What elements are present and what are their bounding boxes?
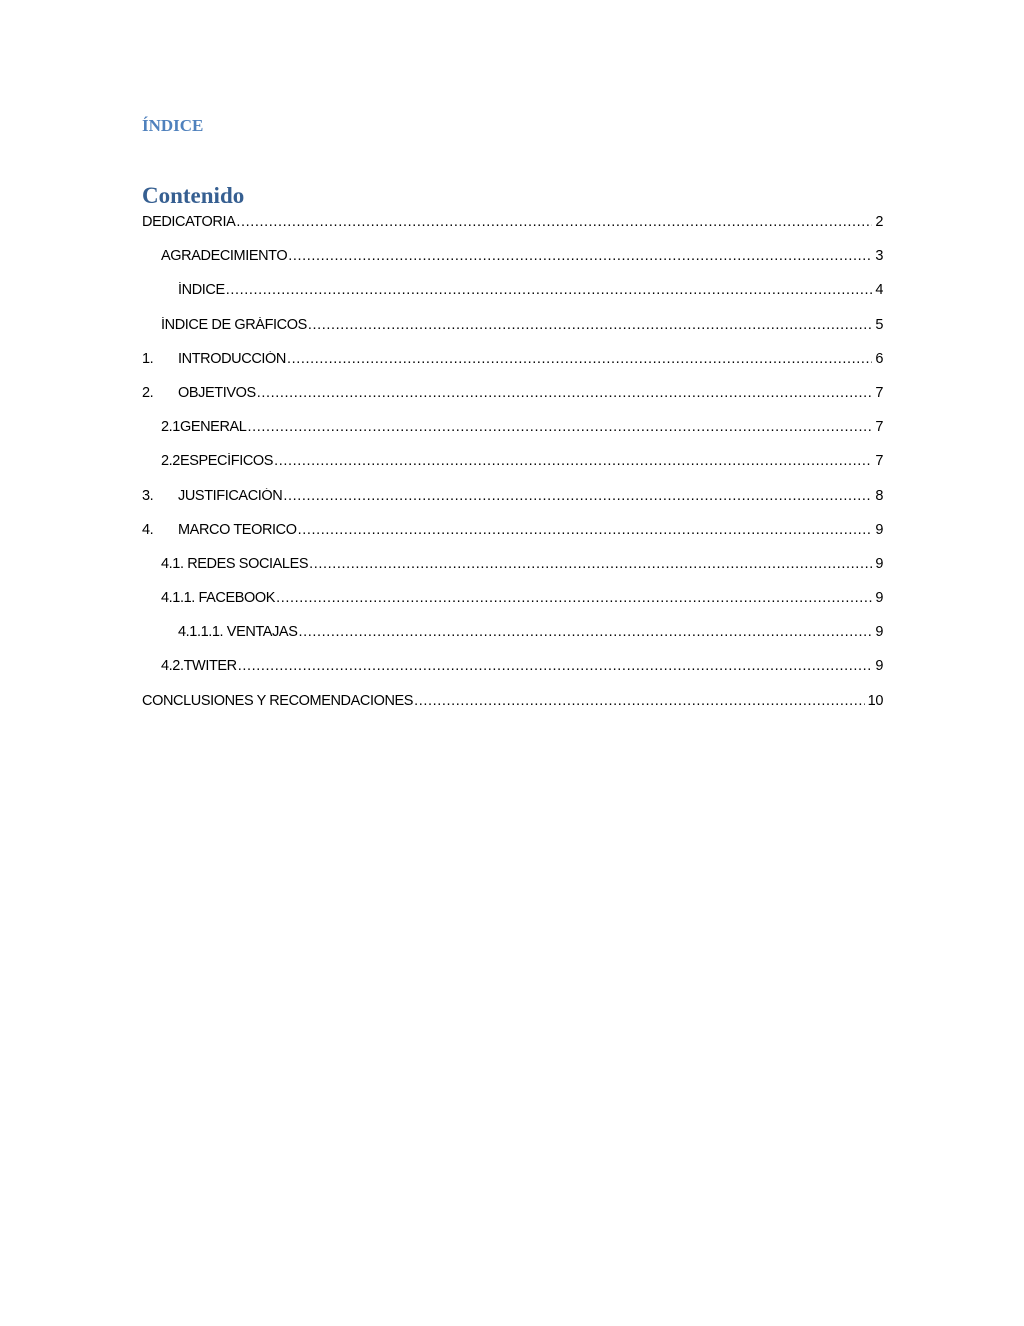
toc-entry-page: 6: [875, 350, 883, 367]
toc-entry-page: 9: [875, 624, 883, 641]
toc-entry-number: 3.: [142, 487, 154, 504]
toc-entry[interactable]: [142, 385, 883, 419]
toc-entry[interactable]: [142, 488, 883, 522]
toc-heading: Contenido: [142, 183, 245, 208]
toc-entry-title: CONCLUSIONES Y RECOMENDACIONES: [142, 692, 414, 709]
toc-entry-title: OBJETIVOS: [178, 384, 256, 401]
toc-dot-leader: [257, 385, 873, 401]
toc-entry[interactable]: [142, 658, 883, 692]
toc-entry-number: 2.: [142, 384, 154, 401]
toc-entry[interactable]: [142, 214, 883, 248]
toc-entry-title: AGRADECIMIENTO: [161, 248, 288, 265]
toc-dot-leader: [414, 693, 865, 709]
toc-entry[interactable]: [142, 556, 883, 590]
toc-dot-leader: [308, 317, 872, 333]
toc-entry-page: 7: [875, 384, 883, 401]
toc-entry[interactable]: [142, 453, 883, 487]
toc-entry-page: 9: [875, 590, 883, 607]
toc-entry-page: 7: [875, 419, 883, 436]
toc-entry-title: 2.2ESPECÍFICOS: [161, 453, 274, 470]
toc-entry[interactable]: [142, 693, 883, 727]
toc-entry[interactable]: [142, 419, 883, 453]
toc-entry[interactable]: [142, 522, 883, 556]
toc-dot-leader: [276, 590, 872, 606]
toc-entry-title: 2.1GENERAL: [161, 419, 247, 436]
toc-entry[interactable]: [142, 248, 883, 282]
toc-entry-title: ÍNDICE: [178, 282, 225, 299]
toc-entry-page: 3: [875, 248, 883, 265]
toc-dot-leader: [288, 248, 872, 264]
table-of-contents: [142, 214, 883, 727]
toc-dot-leader: [226, 282, 873, 298]
toc-dot-leader: [309, 556, 872, 572]
toc-entry-title: JUSTIFICACIÓN: [178, 487, 283, 504]
toc-entry-page: 9: [875, 555, 883, 572]
toc-dot-leader: [238, 658, 873, 674]
toc-entry-title: INTRODUCCIÓN: [178, 350, 286, 367]
toc-entry-title: 4.2.TWITER: [161, 658, 237, 675]
toc-entry-title: 4.1. REDES SOCIALES: [161, 555, 309, 572]
toc-entry-title: DEDICATORIA: [142, 214, 236, 230]
toc-entry-page: 5: [875, 316, 883, 333]
toc-entry-title: ÍNDICE DE GRÁFICOS: [161, 316, 307, 333]
toc-entry-title: 4.1.1.1. VENTAJAS: [178, 624, 298, 641]
toc-entry-page: 9: [875, 521, 883, 538]
toc-entry-title: MARCO TEORICO: [178, 521, 297, 538]
toc-dot-leader: [283, 488, 872, 504]
toc-entry-page: 4: [875, 282, 883, 299]
toc-entry-title: 4.1.1. FACEBOOK: [161, 590, 276, 607]
toc-entry-number: 1.: [142, 350, 154, 367]
section-heading: ÍNDICE: [142, 116, 204, 135]
toc-entry-page: 7: [875, 453, 883, 470]
toc-entry[interactable]: [142, 351, 883, 385]
toc-dot-leader: [287, 351, 872, 367]
toc-entry-page: 10: [867, 692, 883, 709]
toc-dot-leader: [247, 419, 872, 435]
toc-dot-leader: [298, 624, 872, 640]
toc-entry-page: 9: [875, 658, 883, 675]
toc-entry-page: 2: [875, 214, 883, 230]
toc-dot-leader: [274, 453, 872, 469]
toc-entry-number: 4.: [142, 521, 154, 538]
toc-entry[interactable]: [142, 317, 883, 351]
toc-entry[interactable]: [142, 590, 883, 624]
toc-dot-leader: [298, 522, 873, 538]
toc-entry-page: 8: [875, 487, 883, 504]
toc-entry[interactable]: [142, 624, 883, 658]
toc-entry[interactable]: [142, 282, 883, 316]
toc-dot-leader: [236, 214, 872, 230]
